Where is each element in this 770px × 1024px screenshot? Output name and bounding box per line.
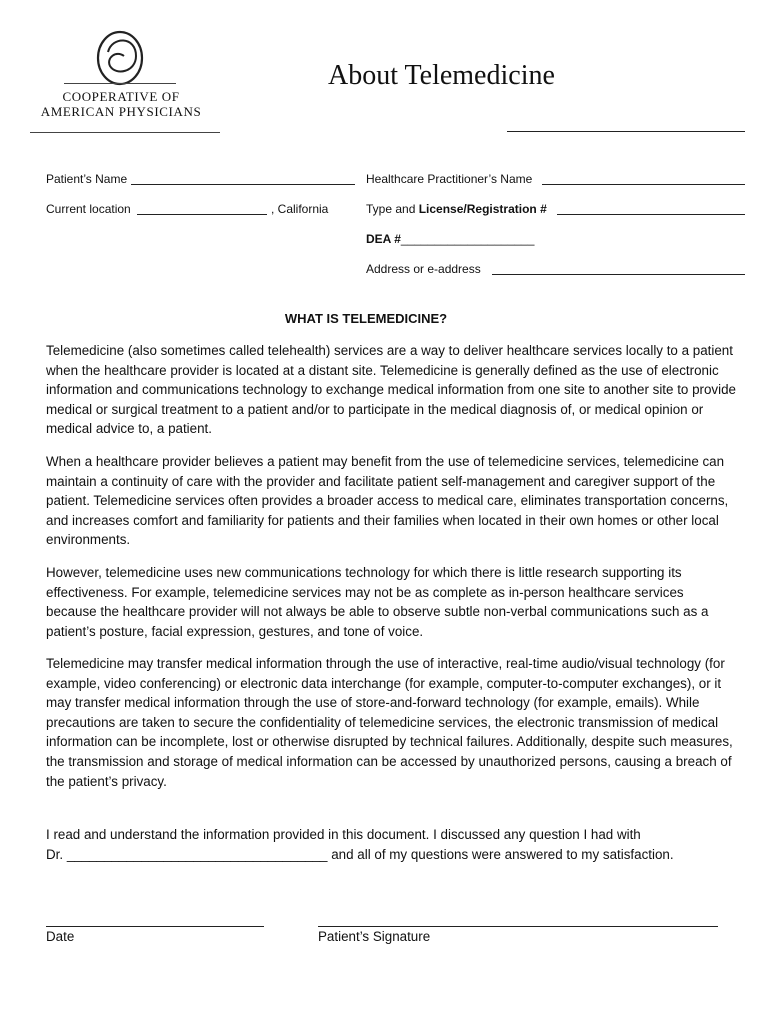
practitioner-name-field[interactable] [542, 184, 745, 185]
paragraph-definition: Telemedicine (also sometimes called telehealth) services are a way to deliver healthcare services locally to a patient when the healthcare provider is located at a distant site. Telemedicine is generally defined as the use of electronic information and communications technology to exchange medical information from one site to another site to provide medical or surgical treatment to a patient and/or to participate in the medical diagnosis of, or medical opinion or medical advice to, a patient. [46, 343, 736, 437]
license-label [366, 202, 547, 216]
section-heading: WHAT IS TELEMEDICINE? [284, 311, 448, 326]
paragraph-benefits: When a healthcare provider believes a patient may benefit from the use of telemedicine services, telemedicine can maintain a continuity of care with the provider and facilitate patient self-management and caregiver support of the patient. Telemedicine services often provides a broader access to medical care, eliminates transportation concerns, and increases comfort and familiarity for patients and their families when located in their own homes or other local environments. [46, 454, 729, 548]
document-title: About Telemedicine [328, 60, 555, 91]
logo-rule [64, 83, 176, 84]
paragraph-limitations: However, telemedicine uses new communications technology for which there is little research supporting its effectiveness. For example, telemedicine services may not be as complete as in-person healthcare services because the healthcare provider will not always be able to observe subtle non-verbal communications such as a patient’s posture, facial expression, gestures, and tone of voice. [46, 565, 709, 639]
license-registration-label: License/Registration # [418, 202, 547, 216]
acknowledgement-line1: I read and understand the information provided in this document. I discussed any question I had with [46, 827, 641, 842]
paragraph-privacy: Telemedicine may transfer medical information through the use of interactive, real-time audio/visual technology (for example, video conferencing) or electronic data interchange (for example, computer-to-computer exchanges), or it may transfer medical information through the use of store-and-forward technology (for example, emails). While precautions are taken to secure the confidentiality of telemedicine services, the electronic transmission of medical information can be incomplete, lost or otherwise disrupted by technical failures. Additionally, despite such measures, the transmission and storage of medical information can be accessed by unauthorized persons, causing a breach of the patient’s privacy. [46, 656, 733, 789]
patient-signature-field[interactable] [318, 926, 718, 927]
acknowledgement-dr-line: Dr. ___________________________________ and all of my questions were answered to my satisfaction. [46, 847, 674, 862]
type-and-label: Type and [366, 202, 419, 216]
dea-row [366, 232, 534, 246]
patient-name-field[interactable] [131, 184, 355, 185]
dea-field[interactable]: ____________________ [400, 232, 535, 246]
logo-text-line2: AMERICAN PHYSICIANS [40, 104, 202, 119]
date-field[interactable] [46, 926, 264, 927]
logo-underline [30, 132, 220, 133]
date-label: Date [46, 929, 75, 944]
patient-signature-label: Patient’s Signature [318, 929, 431, 944]
logo-emblem-icon [28, 22, 226, 92]
practitioner-name-label: Healthcare Practitioner’s Name [366, 172, 533, 186]
title-underline [507, 131, 745, 132]
patient-name-label: Patient’s Name [46, 172, 128, 186]
license-field[interactable] [557, 214, 745, 215]
logo-text-line1: COOPERATIVE OF [62, 89, 180, 104]
address-label: Address or e-address [366, 262, 481, 276]
address-field[interactable] [492, 274, 745, 275]
current-location-label: Current location [46, 202, 131, 216]
california-label: , California [271, 202, 329, 216]
dea-label: DEA # [366, 232, 401, 246]
current-location-field[interactable] [137, 214, 267, 215]
